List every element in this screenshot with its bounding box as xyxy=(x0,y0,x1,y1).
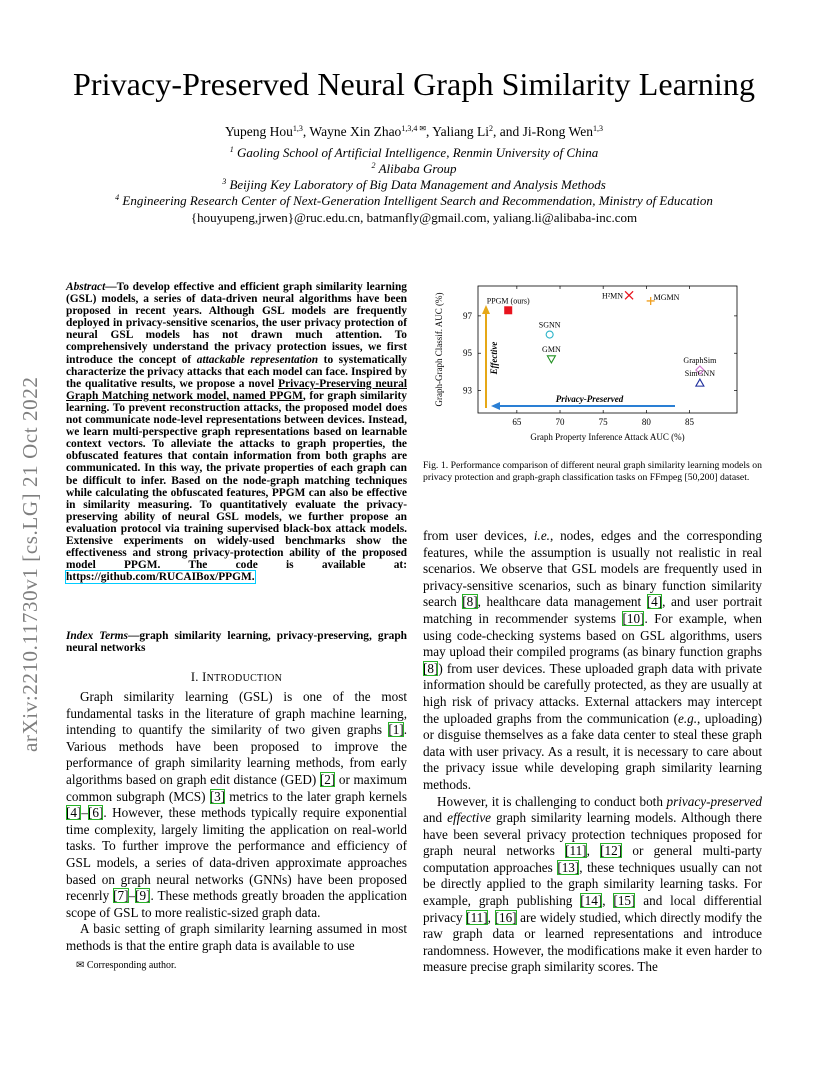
citation-link[interactable]: [2] xyxy=(319,771,336,787)
effective-arrow-head xyxy=(482,305,490,314)
citation-link[interactable]: [12] xyxy=(600,843,623,859)
point-label: MGMN xyxy=(653,292,680,302)
point-label: GraphSim xyxy=(683,356,717,366)
author-name: Yaliang Li xyxy=(432,124,490,139)
citation-link[interactable]: [10] xyxy=(622,610,645,626)
author-affiliation-mark: 1,3 xyxy=(292,124,303,133)
citation-link[interactable]: [1] xyxy=(388,722,404,738)
affiliation-4: $^4$ Engineering Research Center of Next-Generation Intelligent Search and Recommendation, Ministry of Education xyxy=(115,193,713,208)
marker-circle xyxy=(546,331,553,338)
emphasis: i.e. xyxy=(533,528,550,543)
model-name: Privacy-Preserving neural Graph Matching network model, named PPGM xyxy=(66,377,407,402)
point-label: SGNN xyxy=(538,320,561,330)
marker-x xyxy=(625,291,633,299)
author-emails: {houyupeng,jrwen}@ruc.edu.cn, batmanfly@gmail.com, yaliang.li@alibaba-inc.com xyxy=(190,210,638,225)
intro-paragraph-3: from user devices, i.e., nodes, edges and the corresponding features, while the assumption is usually not realistic in real scenarios. We observe that GSL models are frequently used in privacy-sensitive scenarios, such as binary function similarity search [8], healthcare data management [4], and user portrait matching in recommender systems [10]. For example, when using code-checking systems based on GSL algorithms, users may upload their compiled programs (as binary function graphs [8]) from user devices. These uploaded graph data with private information should be carefully protected, as they are usually at high risk of privacy attacks. External attackers may intercept the uploaded graphs from the communication (e.g., uploading) or disguise themselves as a fake data center to steal these graph data with user privacy. As a result, it is necessary to care about the privacy issue while developing graph similarity learning methods. xyxy=(423,528,763,792)
marker-triangle-up xyxy=(696,379,704,386)
x-tick-label: 80 xyxy=(641,417,651,427)
footnote: ✉ Corresponding author. xyxy=(76,960,177,971)
marker-triangle-down xyxy=(547,356,555,363)
section-heading: I. INTRODUCTION xyxy=(190,670,283,684)
citation-link[interactable]: [11] xyxy=(466,909,488,925)
emphasis: e.g. xyxy=(677,710,698,726)
intro-paragraph-1: Graph similarity learning (GSL) is one of the most fundamental tasks in the literature of graph machine learning, intending to quantify the similarity of two given graphs [1]. Various methods have been proposed to improve the performance of graph similarity learning methods, from early algorithms based on graph edit distance (GED) [2] or maximum common subgraph (MCS) [3] metrics to the later graph kernels [4]–[6]. However, these methods typically require exponential time complexity, largely limiting the application on real-world tasks. To further improve the performance and efficiency of GSL models, a series of data-driven approximate approaches based on graph neural networks (GNNs) have been proposed recenrly [7]–[9]. These methods greatly broaden the application scope of GSL to more realistic-sized graph data. xyxy=(66,689,407,920)
privacy-arrow-head xyxy=(491,402,500,410)
citation-link[interactable]: [15] xyxy=(613,893,636,909)
emphasis: privacy-preserved xyxy=(666,793,762,809)
x-tick-label: 70 xyxy=(555,417,565,427)
author-name: Ji-Rong Wen xyxy=(522,124,593,139)
intro-right-column xyxy=(423,528,762,976)
y-tick-label: 93 xyxy=(463,385,472,396)
affiliation-3: $^3$ Beijing Key Laboratory of Big Data Management and Analysis Methods xyxy=(222,177,606,192)
citation-link[interactable]: [7] xyxy=(113,888,129,904)
y-tick-label: 97 xyxy=(463,310,472,321)
x-tick-label: 85 xyxy=(685,417,695,427)
x-tick-label: 65 xyxy=(512,417,522,427)
affiliation-1: $^1$ Gaoling School of Artificial Intelligence, Renmin University of China xyxy=(229,145,599,160)
intro-paragraph-4: However, it is challenging to conduct both privacy-preserved and effective graph similarity learning models. Although there have been several privacy protection techniques proposed for graph neural networks [11], [12] or general multi-party computation approaches [13], these techniques usually can not be directly applied to the graph similarity learning tasks. For example, graph publishing [14], [15] and local differential privacy [11], [16] are widely studied, which directly modify the raw graph data or learned representations and introduce randomness. However, the modifications make it even harder to measure precise graph similarity scores. The xyxy=(423,793,763,975)
point-label: H²MN xyxy=(602,291,624,301)
author-affiliation-mark: 1,3,4 ✉ xyxy=(401,124,427,133)
citation-link[interactable]: [6] xyxy=(87,805,104,821)
x-tick-label: 75 xyxy=(598,417,608,427)
citation-link[interactable]: [16] xyxy=(494,909,517,925)
author-list: Yupeng Hou$^{1,3}$, Wayne Xin Zhao$^{1,3,4 ✉}$, Yaliang Li$^2$, and Ji-Rong Wen$^{1,3}$ xyxy=(225,124,603,139)
y-tick-label: 95 xyxy=(463,348,472,359)
figure-caption: Fig. 1. Performance comparison of different neural graph similarity learning models on privacy protection and graph-graph classification tasks on FFmpeg [50,200] dataset. xyxy=(423,460,762,483)
abstract: Abstract—To develop effective and efficient graph similarity learning (GSL) models, a series of data-driven neural algorithms have been proposed in recent years. Although GSL models are frequently deployed in privacy-sensitive scenarios, the user privacy protection of neural GSL models has not drawn much attention. To comprehensively understand the privacy protection issues, we first introduce the concept of attackable representation to systematically characterize the privacy attacks that each model can face. Inspired by the qualitative results, we propose a novel Privacy-Preserving neural Graph Matching network model, named PPGM, for graph similarity learning. To prevent reconstruction attacks, the proposed model does not communicate node-level representations between devices. Instead, we learn multi-perspective graph representations based on learnable context vectors. To alleviate the attacks to graph properties, the obfuscated features that contain information from both graphs are communicated. In this way, the private properties of each graph can be difficult to infer. Based on the node-graph matching techniques while calculating the obfuscated features, PPGM can also be effective in similarity measuring. To quantitatively evaluate the privacy-preserving ability of neural GSL models, we further propose an evaluation protocol via training supervised black-box attack models. Extensive experiments on widely-used benchmarks show the effectiveness and strong privacy-protection ability of the proposed model PPGM. The code is available at: https://github.com/RUCAIBox/PPGM. xyxy=(66,281,407,584)
citation-link[interactable]: [3] xyxy=(209,788,226,804)
point-label: SimGNN xyxy=(684,369,715,379)
intro-left-column xyxy=(66,689,407,955)
code-link[interactable]: https://github.com/RUCAIBox/PPGM. xyxy=(66,571,255,584)
citation-link[interactable]: [8] xyxy=(423,660,439,676)
author-affiliation-mark: 1,3 xyxy=(592,124,603,133)
citation-link[interactable]: [11] xyxy=(565,843,587,859)
y-axis-label: Graph-Graph Classif. AUC (%) xyxy=(434,292,444,407)
effective-label: Effective xyxy=(489,341,499,375)
author-affiliation-mark: 2 xyxy=(489,124,494,133)
citation-link[interactable]: [4] xyxy=(646,594,663,610)
point-label: GMN xyxy=(542,344,561,354)
paper-title: Privacy-Preserved Neural Graph Similarity Learning xyxy=(72,66,756,102)
citation-link[interactable]: [9] xyxy=(135,888,151,904)
author-name: Wayne Xin Zhao xyxy=(309,124,402,139)
index-terms: Index Terms—graph similarity learning, privacy-preserving, graph neural networks xyxy=(66,630,407,655)
marker-square xyxy=(504,306,512,314)
affiliation-2: $^2$ Alibaba Group xyxy=(371,161,457,176)
x-axis-label: Graph Property Inference Attack AUC (%) xyxy=(530,432,685,442)
intro-paragraph-2: A basic setting of graph similarity learning assumed in most methods is that the entire graph data is available to use xyxy=(66,921,407,953)
emphasis: effective xyxy=(447,810,492,826)
figure-1-chart xyxy=(430,283,765,448)
citation-link[interactable]: [13] xyxy=(557,859,580,875)
citation-link[interactable]: [14] xyxy=(580,893,603,909)
citation-link[interactable]: [8] xyxy=(462,594,478,610)
point-label: PPGM (ours) xyxy=(486,296,530,306)
privacy-label: Privacy-Preserved xyxy=(555,394,624,404)
citation-link[interactable]: [4] xyxy=(66,805,82,821)
arxiv-stamp: arXiv:2210.11730v1 [cs.LG] 21 Oct 2022 xyxy=(18,376,42,752)
author-name: Yupeng Hou xyxy=(225,124,293,139)
